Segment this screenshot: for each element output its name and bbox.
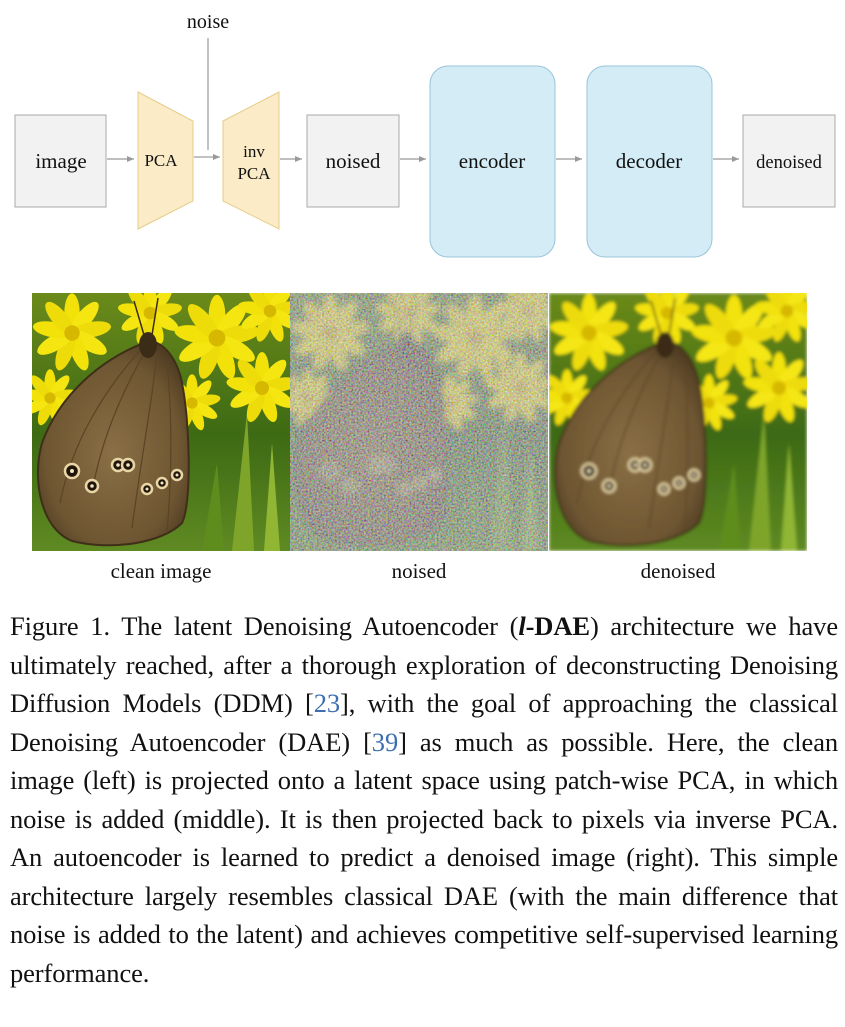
denoised-image-label: denoised [640, 559, 716, 583]
model-name-rest: -DAE [525, 611, 590, 641]
caption-part2: ], with the goal of approaching the classical Denoising Autoencoder (DAE) [ [10, 688, 838, 757]
clean-image-panel [32, 293, 290, 551]
figure-caption [10, 607, 838, 992]
model-name-l: l [518, 611, 526, 641]
model-name [518, 611, 590, 641]
noised-image-label: noised [391, 559, 447, 583]
citation-link-23[interactable]: 23 [313, 688, 340, 718]
inv-pca-label-line1: inv [243, 142, 265, 161]
encoder-label: encoder [458, 149, 526, 173]
denoised-image-panel [549, 293, 807, 551]
noised-image-panel [290, 293, 548, 551]
inv-pca-label-line2: PCA [237, 164, 271, 183]
caption-part3: ] as much as possible. Here, the clean image (left) is projected onto a latent space using patch-wise PCA, in which noise is added (middle). It is then projected back to pixels via inverse PCA. An autoencoder is learned to predict a denoised image (right). This simple architecture largely resembles classical DAE (with the main difference that noise is added to the latent) and achieves competitive self-supervised learning performance. [10, 726, 839, 988]
decoder-label: decoder [615, 149, 683, 173]
caption-part1: ) architecture we have ultimately reached, after a thorough exploration of deconstructing Denoising Diffusion Models (DDM) [ [10, 611, 838, 718]
pca-label: PCA [144, 151, 178, 170]
caption-prefix: Figure 1. The latent Denoising Autoencoder ( [10, 611, 519, 641]
denoised-box-label: denoised [756, 153, 822, 173]
noised-box-label: noised [325, 149, 381, 173]
architecture-diagram [0, 0, 845, 270]
image-box-label: image [35, 149, 87, 173]
clean-image-label: clean image [110, 559, 212, 583]
noise-label: noise [186, 11, 230, 33]
citation-link-39[interactable]: 39 [371, 726, 399, 757]
